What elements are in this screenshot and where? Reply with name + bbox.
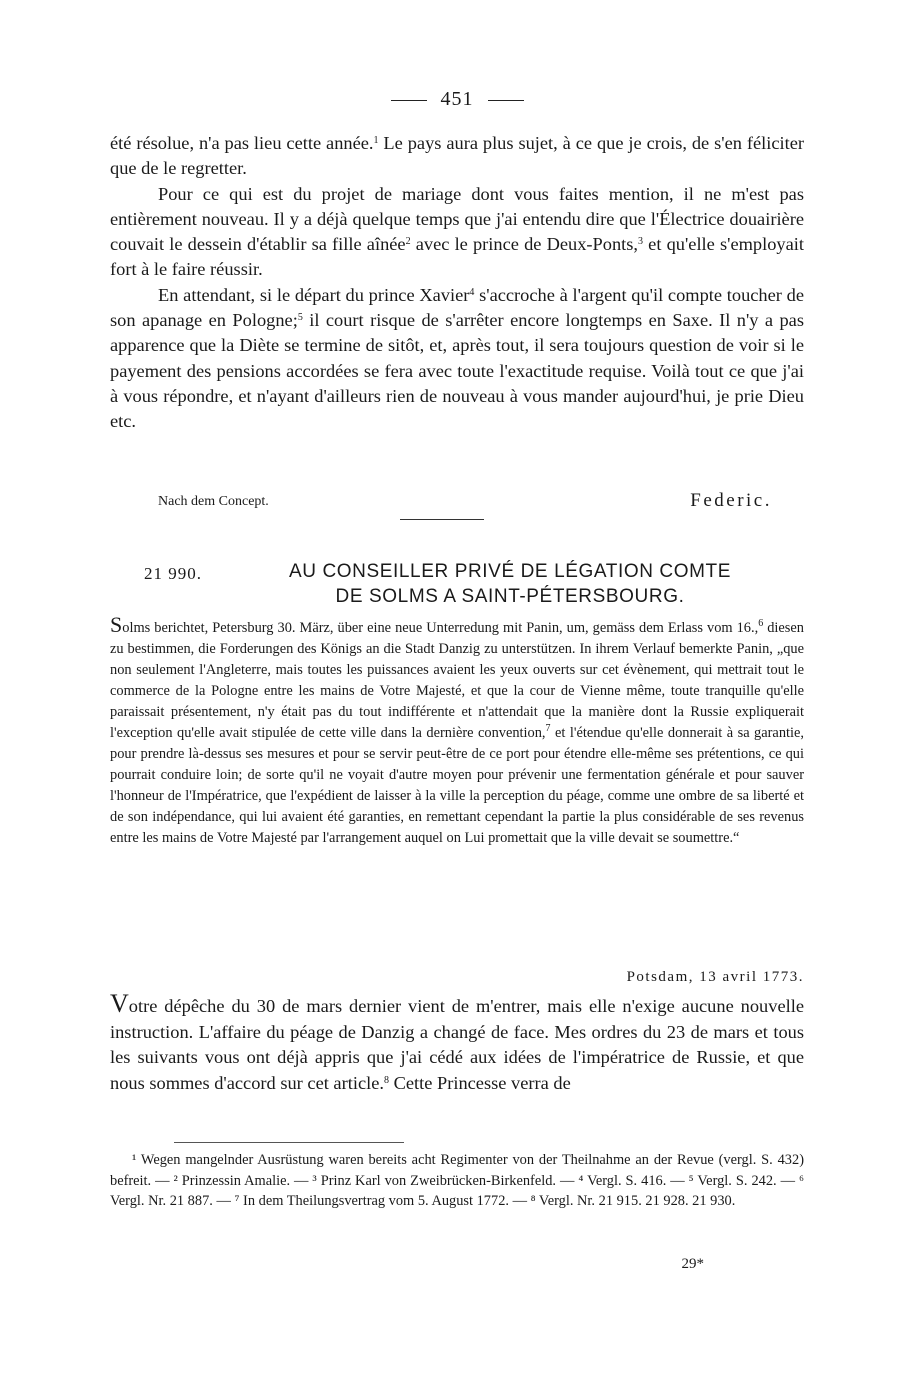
signature-mark: 29* (681, 1256, 704, 1272)
footnotes (110, 1150, 804, 1212)
dateline: Potsdam, 13 avril 1773. (626, 969, 804, 985)
signature: Federic. (690, 490, 772, 511)
section-divider (400, 519, 484, 520)
initial-capital: V (110, 989, 129, 1018)
footnote-ref: 3 (638, 236, 644, 248)
paragraph (110, 283, 804, 435)
text-run: été résolue, n'a pas lieu cette année. (110, 133, 374, 153)
text-run: Pour ce qui est du projet de mariage dont vous faites mention, il ne m'est pas entièrement nouveau. Il y a déjà quelque temps que j'ai entendu dire que l'Électrice douairière couvait le dessein d'établir sa fille aînée (110, 183, 804, 255)
text-run: En attendant, si le départ du prince Xavier (158, 284, 470, 305)
letter-body (110, 989, 804, 1096)
initial-capital: S (110, 612, 123, 637)
text-run: diesen zu bestimmen, die Forderungen des Königs an die Stadt Danzig zu unterstützen. In ihrem Verlauf bemerkte Panin, „que non seulement l'Angleterre, mais toutes les puissances avaient les yeux ouverts sur cet évènement, qui mettrait tout le commerce de la Pologne entre les mains de Votre Majesté, et que la cour de Vienne même, toute tranquille qu'elle paraissait présentement, n'y était pas du tout indifférente et n'attendait que la manière dont la Russie expliquerait l'exception qu'elle avait stipulée de cette ville dans la dernière convention, (110, 620, 804, 741)
text-run: il court risque de s'arrêter encore longtemps en Saxe. Il n'y a pas apparence que la Diète se termine de sitôt, et, après tout, il sera toujours question de voir si le payement des pensions accordées se fera avec toute l'exactitude requise. Voilà tout ce que j'ai à vous répondre, et n'ayant d'ailleurs rien de nouveau à vous mander aujourd'hui, je prie Dieu etc. (110, 310, 805, 432)
footnote-text: ¹ Wegen mangelnder Ausrüstung waren bereits acht Regimenter von der Theilnahme an der Revue (vergl. S. 432) befreit. — ² Prinzessin Amalie. — ³ Prinz Karl von Zweibrücken-Birkenfeld. — ⁴ Vergl. S. 416. — ⁵ Vergl. S. 242. — ⁶ Vergl. Nr. 21 887. — ⁷ In dem Theilungsvertrag vom 5. August 1772. — ⁸ Vergl. Nr. 21 915. 21 928. 21 930. (110, 1152, 804, 1209)
footnote-ref: 8 (383, 1074, 389, 1086)
letter-title-line: DE SOLMS A SAINT-PÉTERSBOURG. (335, 586, 685, 607)
text-run: otre dépêche du 30 de mars dernier vient de m'entrer, mais elle n'exige aucune nouvelle instruction. L'affaire du péage de Danzig a changé de face. Mes ordres du 23 de mars et tous les suivants vous ont déjà appris que j'ai cédé aux idées de l'impératrice de Russie, et que nous sommes d'accord sur cet article. (110, 996, 804, 1093)
text-run: et qu'elle s'employait fort à le faire réussir. (110, 234, 804, 280)
summary-paragraph (110, 612, 804, 849)
footnote-ref: 1 (373, 135, 379, 146)
source-note: Nach dem Concept. (158, 494, 269, 509)
page-number: 451 (440, 88, 474, 110)
paragraph (110, 182, 804, 283)
text-run: avec le prince de Deux-Ponts, (410, 234, 639, 255)
footnote-rule (174, 1142, 404, 1143)
header-rule-left (391, 100, 427, 101)
paragraph (110, 989, 804, 1096)
header-rule-right (488, 100, 524, 101)
text-run: Le pays aura plus sujet, à ce que je crois, de s'en féliciter que de le regretter. (110, 133, 805, 179)
text-run: olms berichtet, Petersburg 30. März, über eine neue Unterredung mit Panin, um, gemäss dem Erlass vom 16., (122, 620, 759, 636)
paragraph (110, 131, 804, 182)
footnote-ref: 4 (469, 286, 475, 298)
letter-summary (110, 612, 804, 849)
footnote-ref: 2 (405, 236, 411, 248)
footnote-ref: 5 (297, 312, 303, 324)
text-run: Cette Princesse verra de (388, 1072, 571, 1093)
letter-title-line: AU CONSEILLER PRIVÉ DE LÉGATION COMTE (288, 561, 732, 582)
footnote-ref: 7 (545, 723, 551, 734)
text-run: s'accroche à l'argent qu'il compte toucher de son apanage en Pologne; (110, 284, 804, 331)
page-header (110, 88, 804, 111)
letter-title (240, 559, 780, 609)
text-run: et l'étendue qu'elle donnerait à sa garantie, pour prendre là-dessus ses mesures et pour se servir peut-être de ce port pour étendre elle-même ses prétentions, ce qui pourrait conduire loin; de sorte qu'il ne voyait d'autre moyen pour prévenir une fermentation générale et pour sauver l'honneur de l'Impératrice, que l'expédient de laisser à la ville la perception du péage, comme une ombre de sa liberté et de son indépendance, qui lui avaient été garanties, en remettant cependant la partie la plus considérable de ses revenus entre les mains de Votre Majesté par l'arrangement auquel on Lui promettait que la ville devait se soumettre.“ (110, 725, 804, 846)
letter-number: 21 990. (144, 564, 202, 583)
signature-row (110, 490, 804, 516)
continuation-text (110, 131, 804, 435)
footnote-ref: 6 (758, 618, 764, 629)
